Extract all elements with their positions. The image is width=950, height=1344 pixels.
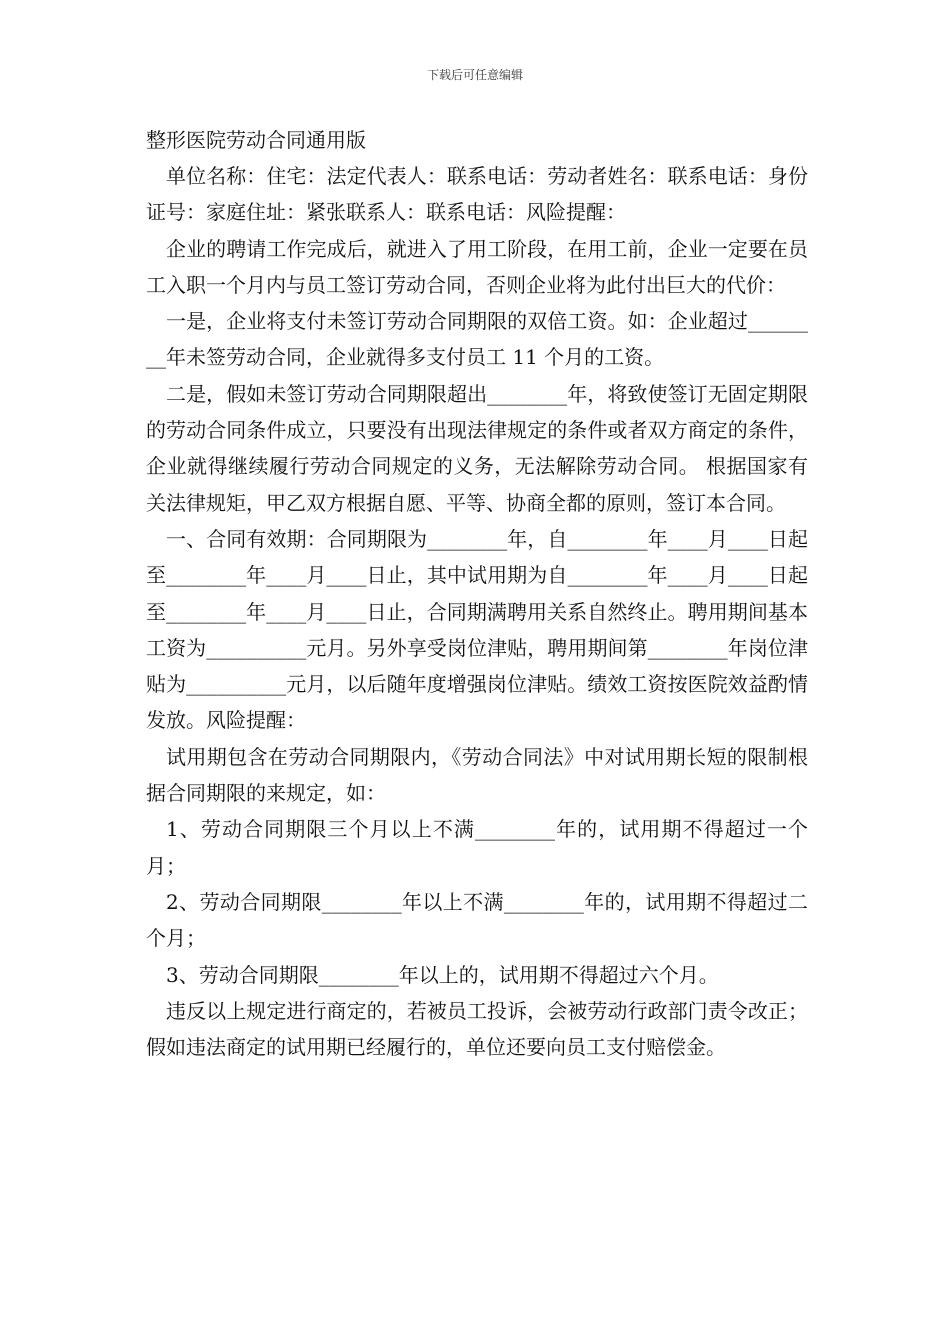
page-header: 下载后可任意编辑 (426, 68, 523, 82)
paragraph-violation: 违反以上规定进行商定的，若被员工投诉，会被劳动行政部门责令改正；假如违法商定的试用期已经履行的，单位还要向员工支付赔偿金。 (146, 998, 808, 1060)
paragraph-party-info: 单位名称：住宅：法定代表人：联系电话：劳动者姓名：联系电话：身份证号：家庭住址：紧张联系人：联系电话：风险提醒： (146, 164, 808, 225)
document-body (146, 122, 808, 1065)
list-item-probation-2: 2、劳动合同期限________年以上不满________年的，试用期不得超过二个月； (146, 889, 808, 951)
paragraph-probation-intro: 试用期包含在劳动合同期限内，《劳动合同法》中对试用期长短的限制根据合同期限的来规定，如： (146, 744, 808, 806)
paragraph-contract-term: 一、合同有效期：合同期限为________年，自________年____月____日起至________年____月____日止，其中试用期为自________年____月____日起至________年____月____日止，合同期满聘用关系自然终止。聘用期间基本工资为__________元月。另外享受岗位津贴，聘用期间第________年岗位津贴为__________元月，以后随年度增强岗位津贴。绩效工资按医院效益酌情发放。风险提醒： (146, 526, 808, 733)
list-item-probation-3: 3、劳动合同期限________年以上的，试用期不得超过六个月。 (166, 962, 719, 987)
paragraph-risk-two: 二是，假如未签订劳动合同期限超出________年，将致使签订无固定期限的劳动合同条件成立，只要没有出现法律规定的条件或者双方商定的条件，企业就得继续履行劳动合同规定的义务，无法解除劳动合同。 根据国家有关法律规矩，甲乙双方根据自愿、平等、协商全都的原则，签订本合同。 (146, 381, 808, 515)
paragraph-risk-one: 一是，企业将支付未签订劳动合同期限的双倍工资。如：企业超过________年未签劳动合同，企业就得多支付员工 11 个月的工资。 (146, 309, 808, 370)
document-title: 整形医院劳动合同通用版 (146, 128, 366, 152)
paragraph-intro: 企业的聘请工作完成后，就进入了用工阶段，在用工前，企业一定要在员工入职一个月内与员工签订劳动合同，否则企业将为此付出巨大的代价： (146, 236, 808, 297)
list-item-probation-1: 1、劳动合同期限三个月以上不满________年的，试用期不得超过一个月； (146, 817, 808, 878)
